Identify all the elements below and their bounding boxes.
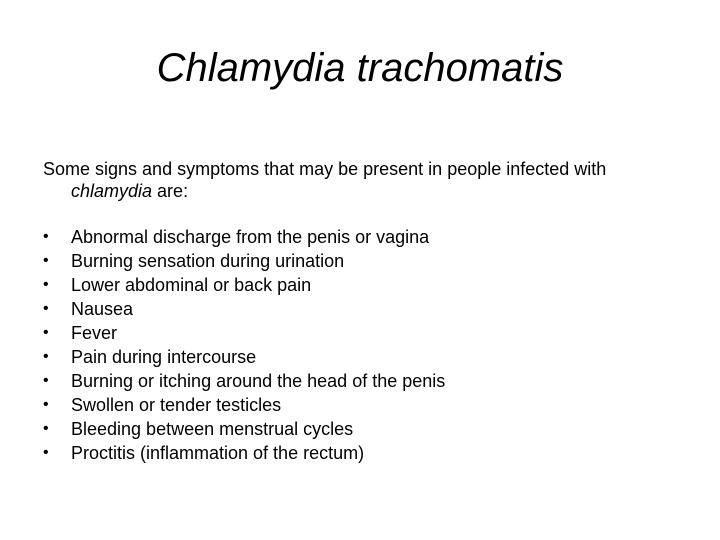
- symptom-text: Bleeding between menstrual cycles: [71, 419, 354, 439]
- intro-paragraph: [43, 158, 693, 202]
- symptom-list: [43, 225, 445, 465]
- symptom-text: Abnormal discharge from the penis or vagina: [71, 227, 430, 247]
- symptom-text: Pain during intercourse: [71, 347, 257, 367]
- symptom-text: Swollen or tender testicles: [71, 395, 282, 415]
- bullet-icon: •: [43, 420, 49, 437]
- symptom-item: [43, 249, 445, 273]
- symptom-item: [43, 369, 445, 393]
- bullet-icon: •: [43, 276, 49, 293]
- symptom-text: Fever: [71, 323, 118, 343]
- symptom-text: Proctitis (inflammation of the rectum): [71, 443, 365, 463]
- symptom-item: [43, 321, 445, 345]
- symptom-item: [43, 273, 445, 297]
- intro-suffix: are:: [152, 181, 189, 201]
- intro-line-2: [43, 180, 693, 202]
- bullet-icon: •: [43, 372, 49, 389]
- bullet-icon: •: [43, 300, 49, 317]
- intro-emphasis: chlamydia: [71, 181, 153, 201]
- symptom-item: [43, 393, 445, 417]
- bullet-icon: •: [43, 252, 49, 269]
- bullet-icon: •: [43, 324, 49, 341]
- bullet-icon: •: [43, 228, 49, 245]
- symptom-text: Burning or itching around the head of the penis: [71, 371, 446, 391]
- bullet-icon: •: [43, 396, 49, 413]
- symptom-item: [43, 225, 445, 249]
- symptom-item: [43, 417, 445, 441]
- intro-text: Some signs and symptoms that may be present in people infected with: [43, 159, 607, 179]
- symptom-item: [43, 441, 445, 465]
- symptom-item: [43, 297, 445, 321]
- symptom-item: [43, 345, 445, 369]
- slide-title: Chlamydia trachomatis: [156, 46, 564, 90]
- symptom-text: Nausea: [71, 299, 134, 319]
- symptom-text: Lower abdominal or back pain: [71, 275, 312, 295]
- symptom-text: Burning sensation during urination: [71, 251, 345, 271]
- bullet-icon: •: [43, 444, 49, 461]
- bullet-icon: •: [43, 348, 49, 365]
